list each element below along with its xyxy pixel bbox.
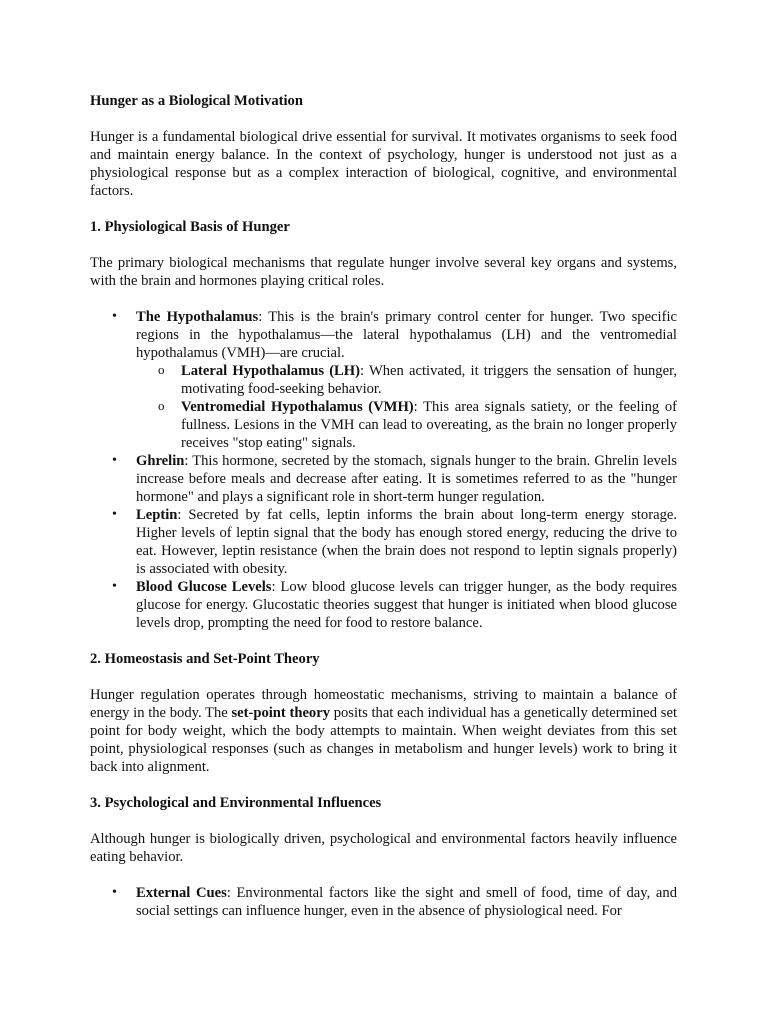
bullet-icon: • — [112, 507, 117, 522]
desc-ghrelin: : This hormone, secreted by the stomach, signals hunger to the brain. Ghrelin levels increase before meals and decrease after eating. It is sometimes referred to as the "hunger hormone" and plays a significant role in short-term hunger regulation. — [136, 453, 677, 505]
term-ventromedial-hypothalamus: Ventromedial Hypothalamus (VMH) — [181, 399, 414, 415]
section-3-heading: 3. Psychological and Environmental Influences — [90, 795, 382, 811]
term-lateral-hypothalamus: Lateral Hypothalamus (LH) — [181, 363, 361, 379]
list-item-leptin — [90, 506, 677, 578]
bullet-icon: • — [112, 309, 117, 324]
sub-item-lateral-hypothalamus — [136, 362, 677, 398]
document-title: Hunger as a Biological Motivation — [90, 93, 303, 109]
list-item-external-cues — [90, 884, 677, 920]
section-2-text-a: Hunger regulation operates through homeostatic mechanisms, striving to maintain a balance of energy in the body. The — [90, 687, 677, 721]
term-ghrelin: Ghrelin — [136, 453, 185, 469]
desc-external-cues: : Environmental factors like the sight and smell of food, time of day, and social settings can influence hunger, even in the absence of physiological need. For — [136, 885, 677, 919]
term-blood-glucose: Blood Glucose Levels — [136, 579, 272, 595]
bullet-icon: • — [112, 579, 117, 594]
section-1-paragraph: The primary biological mechanisms that regulate hunger involve several key organs and systems, with the brain and hormones playing critical roles. — [90, 255, 677, 289]
term-set-point-theory: set-point theory — [231, 705, 331, 721]
desc-hypothalamus: : This is the brain's primary control center for hunger. Two specific regions in the hypothalamus—the lateral hypothalamus (LH) and the ventromedial hypothalamus (VMH)—are crucial. — [136, 309, 677, 361]
circle-bullet-icon: o — [158, 362, 165, 377]
section-3-paragraph: Although hunger is biologically driven, psychological and environmental factors heavily influence eating behavior. — [90, 831, 677, 865]
list-item-hypothalamus — [90, 308, 677, 452]
list-item-blood-glucose — [90, 578, 677, 632]
desc-leptin: : Secreted by fat cells, leptin informs the brain about long-term energy storage. Higher levels of leptin signal that the body has enough stored energy, reducing the drive to eat. However, leptin resistance (when the brain does not respond to leptin signals properly) is associated with obesity. — [136, 507, 677, 577]
term-hypothalamus: The Hypothalamus — [136, 309, 259, 325]
term-external-cues: External Cues — [136, 885, 227, 901]
desc-blood-glucose: : Low blood glucose levels can trigger hunger, as the body requires glucose for energy. Glucostatic theories suggest that hunger is initiated when blood glucose levels drop, prompting the need for food to restore balance. — [136, 579, 678, 631]
list-item-ghrelin — [90, 452, 677, 506]
bullet-icon: • — [112, 453, 117, 468]
section-2-heading: 2. Homeostasis and Set-Point Theory — [90, 651, 320, 667]
desc-lateral-hypothalamus: : When activated, it triggers the sensation of hunger, motivating food-seeking behavior. — [181, 363, 678, 397]
intro-paragraph: Hunger is a fundamental biological drive essential for survival. It motivates organisms to seek food and maintain energy balance. In the context of psychology, hunger is understood not just as a physiological response but as a complex interaction of biological, cognitive, and environmental factors. — [90, 129, 677, 199]
hypothalamus-sub-list — [136, 362, 677, 452]
section-1-bullet-list — [90, 308, 677, 632]
section-3-bullet-list — [90, 884, 677, 920]
term-leptin: Leptin — [136, 507, 178, 523]
document-page — [90, 92, 677, 938]
sub-item-ventromedial-hypothalamus — [136, 398, 677, 452]
section-2-text-b: posits that each individual has a genetically determined set point for body weight, which the body attempts to maintain. When weight deviates from this set point, physiological responses (such as changes in metabolism and hunger levels) work to bring it back into alignment. — [90, 705, 677, 775]
desc-ventromedial-hypothalamus: : This area signals satiety, or the feeling of fullness. Lesions in the VMH can lead to overeating, as the brain no longer properly receives "stop eating" signals. — [181, 399, 677, 451]
section-1-heading: 1. Physiological Basis of Hunger — [90, 219, 290, 235]
circle-bullet-icon: o — [158, 398, 165, 413]
section-2-paragraph — [90, 686, 677, 776]
bullet-icon: • — [112, 885, 117, 900]
